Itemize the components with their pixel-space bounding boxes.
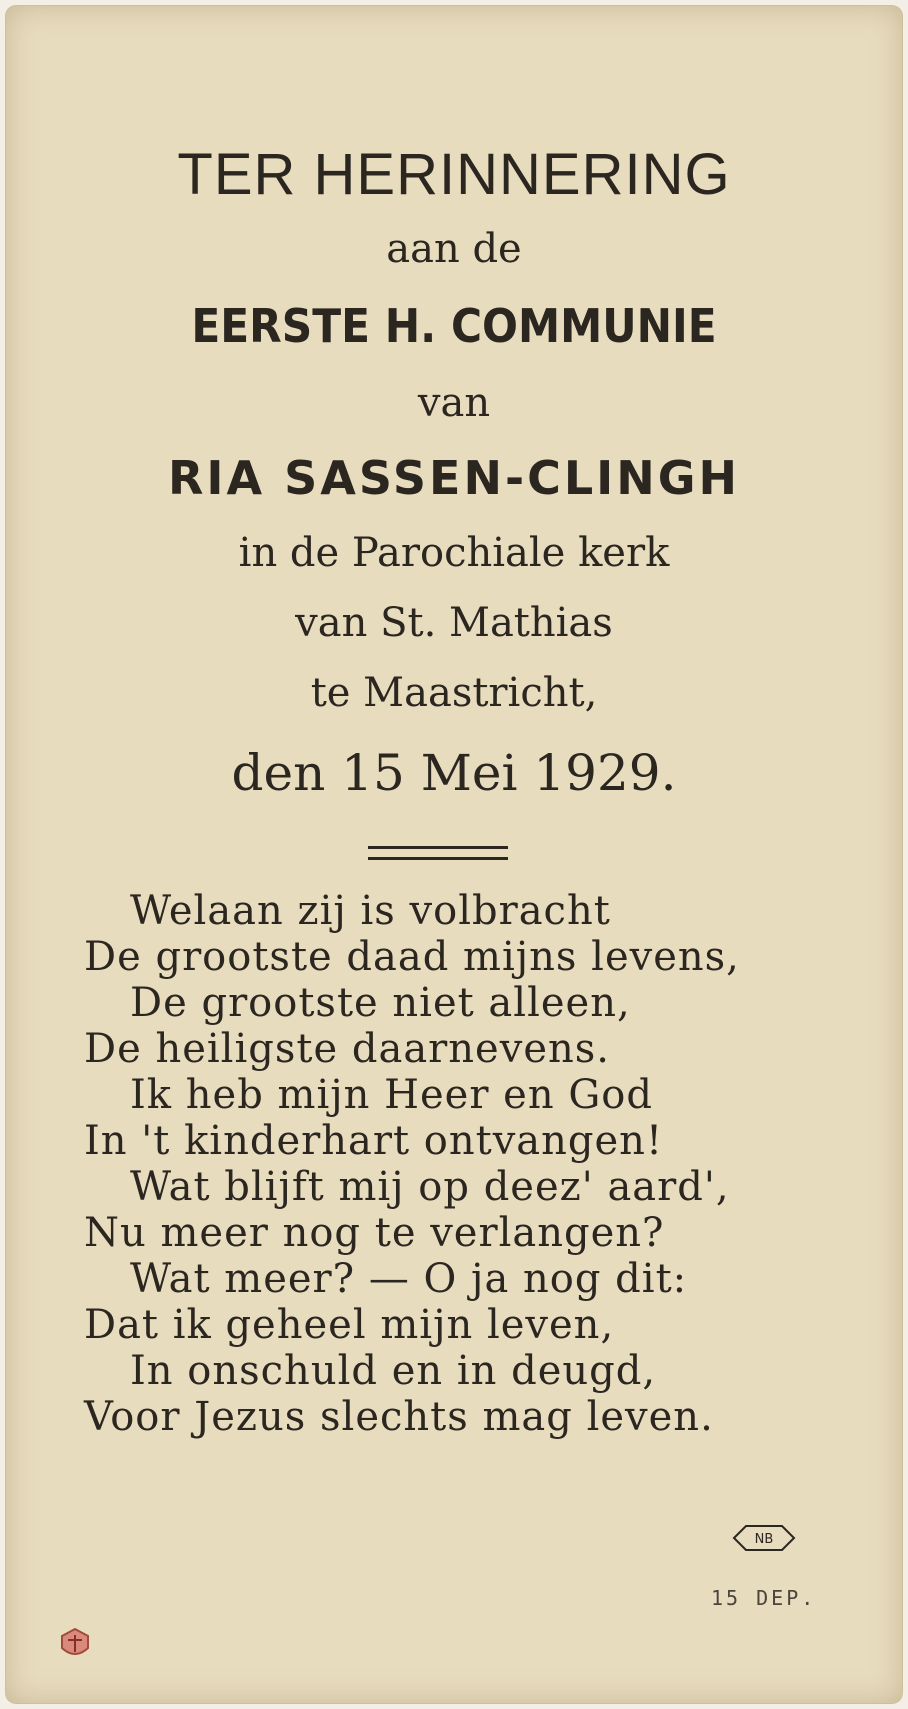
- event-date: den 15 Mei 1929.: [231, 744, 677, 802]
- poem-line: De heiligste daarnevens.: [84, 1026, 610, 1072]
- poem-line: In onschuld en in deugd,: [130, 1348, 657, 1394]
- poem-line: Voor Jezus slechts mag leven.: [84, 1394, 714, 1440]
- card-header: [6, 136, 902, 818]
- memorial-card: [6, 6, 902, 1703]
- poem-line: Dat ik geheel mijn leven,: [84, 1302, 615, 1348]
- poem-line: Welaan zij is volbracht: [130, 888, 611, 934]
- crest-stamp-icon: [54, 1626, 96, 1662]
- deposit-number: 15 DEP.: [711, 1586, 817, 1610]
- event-name: EERSTE H. COMMUNIE: [191, 299, 717, 353]
- poem-line: Wat blijft mij op deez' aard',: [130, 1164, 730, 1210]
- card-title: TER HERINNERING: [177, 142, 731, 207]
- city-line: te Maastricht,: [310, 670, 598, 716]
- poem-line: In 't kinderhart ontvangen!: [84, 1118, 664, 1164]
- saint-line: van St. Mathias: [295, 600, 613, 646]
- publisher-logo-icon: [732, 1522, 796, 1554]
- poem: [84, 888, 740, 1440]
- name-prefix: van: [417, 380, 491, 426]
- publisher-mark: NB: [754, 1532, 774, 1547]
- poem-line: Wat meer? — O ja nog dit:: [130, 1256, 688, 1302]
- title-subline: aan de: [386, 226, 522, 272]
- poem-line: De grootste daad mijns levens,: [84, 934, 740, 980]
- church-line: in de Parochiale kerk: [238, 530, 670, 576]
- child-name: RIA SASSEN-CLINGH: [167, 451, 741, 505]
- double-rule-divider: [368, 846, 508, 860]
- poem-line: De grootste niet alleen,: [130, 980, 631, 1026]
- poem-line: Nu meer nog te verlangen?: [84, 1210, 665, 1256]
- poem-line: Ik heb mijn Heer en God: [130, 1072, 653, 1118]
